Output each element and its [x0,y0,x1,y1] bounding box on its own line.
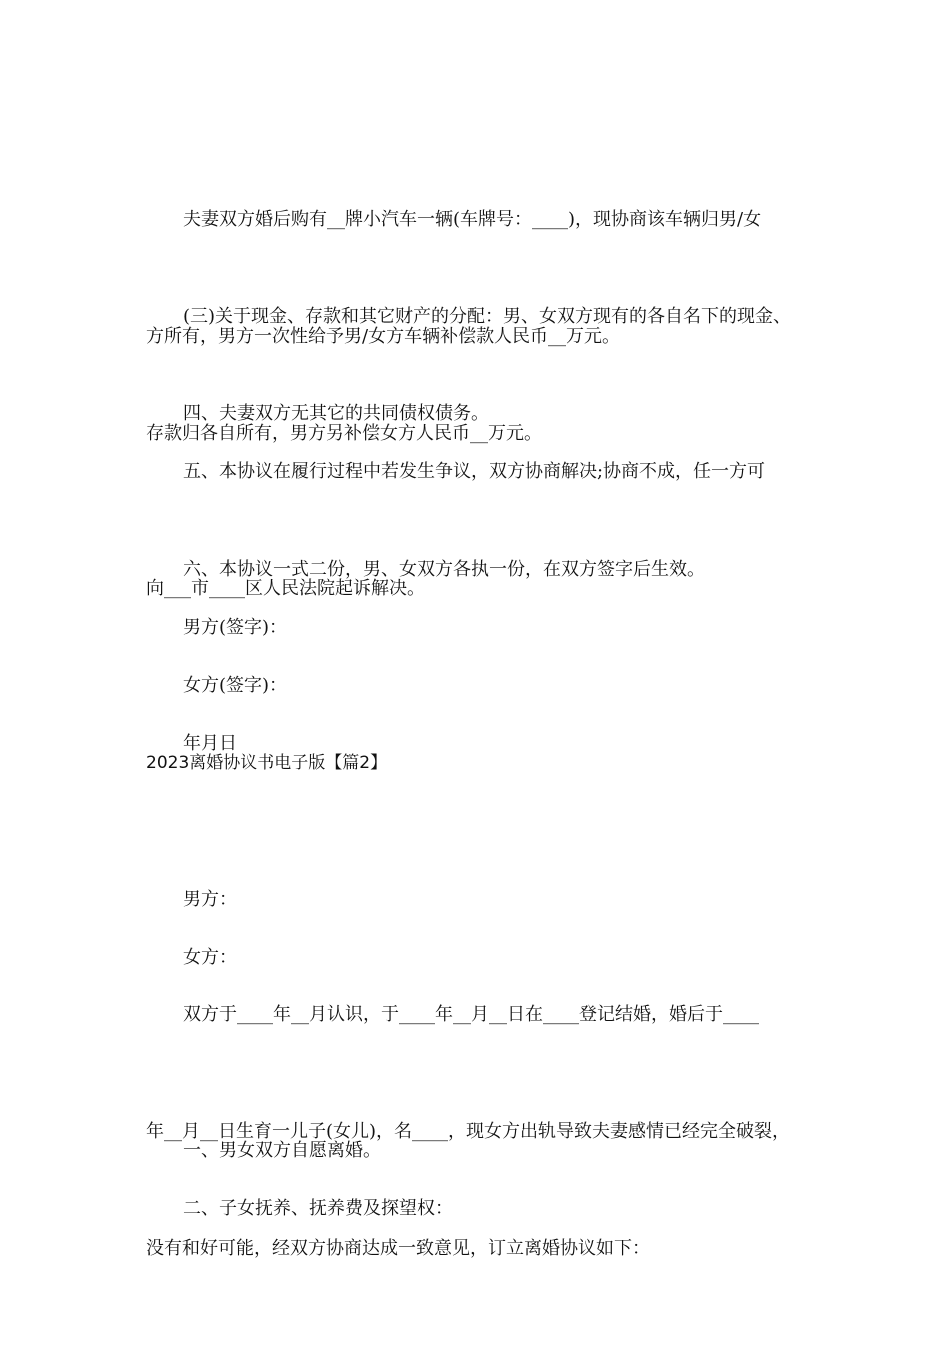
signature-label: 女方(签字)： [183,675,288,696]
party-label: 男方： [183,889,237,910]
paragraph-line: 二、子女抚养、抚养费及探望权： [183,1198,453,1219]
paragraph-line: 一、男女双方自愿离婚。 [183,1140,381,1161]
date-label: 年月日 [183,733,237,754]
section-heading: 2023离婚协议书电子版【篇2】 [146,753,388,773]
signature-label: 男方(签字)： [183,617,288,638]
paragraph-line: 五、本协议在履行过程中若发生争议，双方协商解决;协商不成，任一方可 [183,461,766,482]
paragraph-item-2 [146,1111,810,1306]
paragraph-line: (三)关于现金、存款和其它财产的分配：男、女双方现有的各自名下的现金、 [183,306,792,327]
paragraph-line: 四、夫妻双方无其它的共同债权债务。 [183,403,489,424]
paragraph-line: 双方于____年__月认识，于____年__月__日在____登记结婚，婚后于____ [183,1004,759,1025]
paragraph-line: 没有和好可能，经双方协商达成一致意见，订立离婚协议如下： [146,1238,650,1259]
paragraph-line: 夫妻双方婚后购有__牌小汽车一辆(车牌号：____)，现协商该车辆归男/女 [183,209,762,230]
party-label: 女方： [183,947,237,968]
paragraph-line: 存款归各自所有，男方另补偿女方人民币__万元。 [146,423,542,444]
paragraph-line: 方所有，男方一次性给予男/女方车辆补偿款人民币__万元。 [146,326,621,347]
paragraph-line: 六、本协议一式二份，男、女双方各执一份，在双方签字后生效。 [183,559,705,580]
paragraph-line: 向___市____区人民法院起诉解决。 [146,578,425,599]
paragraph-line: 年__月__日生育一儿子(女儿)，名____，现女方出轨导致夫妻感情已经完全破裂， [146,1121,791,1142]
